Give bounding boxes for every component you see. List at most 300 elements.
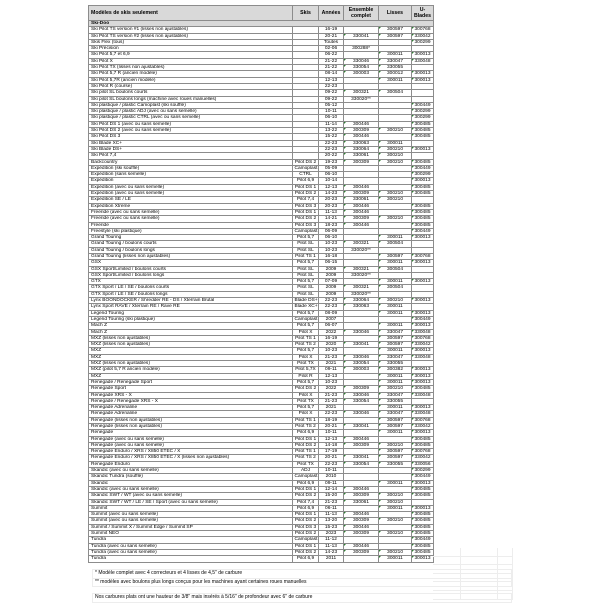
- ski-cell: Pilot DS 3: [293, 222, 319, 228]
- years-cell: 2023: [319, 531, 344, 537]
- ublades-cell: 300449: [412, 102, 434, 108]
- ensemble-cell: 330020**: [344, 96, 379, 102]
- model-cell: Ski plastique / plastic CTRL (avec ou sans semelle): [89, 115, 293, 121]
- model-cell: Summit NEO: [89, 531, 293, 537]
- lisses-cell: 330055: [379, 461, 412, 467]
- years-cell: 2007: [319, 316, 344, 322]
- empty-grid-cell: [433, 574, 461, 583]
- empty-grid-cell: [433, 582, 461, 591]
- ublades-cell: 300485: [412, 524, 434, 530]
- years-cell: 22-23: [319, 298, 344, 304]
- years-cell: 06-10: [319, 172, 344, 178]
- model-cell: Freestyle (ski plastique): [89, 228, 293, 234]
- ski-cell: Pilot 5,7: [293, 279, 319, 285]
- ensemble-cell: 300309: [344, 191, 379, 197]
- ensemble-cell: 330064: [344, 146, 379, 152]
- model-cell: Summit (avec ou sans semelle): [89, 512, 293, 518]
- empty-grid-cell: [461, 574, 498, 583]
- model-cell: Ski Pilot 5,7 R (ancien modèle): [89, 71, 293, 77]
- model-cell: GTX: [89, 279, 293, 285]
- ski-compatibility-table: [88, 5, 434, 563]
- years-cell: 06-07: [319, 323, 344, 329]
- model-cell: Grand Touring: [89, 235, 293, 241]
- model-cell: Expédition (avec ou sans semelle): [89, 184, 293, 190]
- model-cell: Ski Pilot TS version #1 (lisses non ajustables): [89, 27, 293, 33]
- years-cell: 2020: [319, 342, 344, 348]
- ublades-cell: 330042: [412, 424, 434, 430]
- years-cell: 05-12: [319, 102, 344, 108]
- ski-cell: Pilot DS 1: [293, 543, 319, 549]
- table-header: [89, 6, 434, 21]
- years-cell: 21-23: [319, 392, 344, 398]
- ski-cell: Camoplast: [294, 537, 318, 543]
- ublades-cell: 300449: [412, 316, 434, 322]
- years-cell: 12-13: [319, 373, 344, 379]
- model-cell: Renegade Enduro: [89, 461, 293, 467]
- model-cell: Ski pilot SL boulons courts: [89, 90, 293, 96]
- lisses-cell: 300504: [379, 241, 412, 247]
- model-cell: Ski plastique / plastic Camoplast (ski soufflé): [89, 102, 293, 108]
- ski-cell: Pilot DS 2: [293, 442, 319, 448]
- ublades-cell: 330042: [412, 342, 434, 348]
- empty-grid-cell: [498, 574, 513, 583]
- lisses-cell: 330047: [379, 329, 412, 335]
- ublades-cell: 330042: [412, 455, 434, 461]
- ski-cell: Pilot SL: [293, 241, 319, 247]
- years-cell: 21-23: [319, 398, 344, 404]
- years-cell: 20-23: [319, 197, 344, 203]
- years-cell: 22-23: [319, 83, 344, 89]
- model-cell: Expédition (sans semelle): [89, 172, 293, 178]
- years-cell: 06-15: [319, 260, 344, 266]
- ublades-cell: 330048: [412, 58, 434, 64]
- ublades-cell: 300485: [412, 493, 434, 499]
- ensemble-cell: 330061: [344, 153, 379, 159]
- lisses-cell: 300210: [379, 386, 412, 392]
- model-cell: MXZ: [89, 348, 293, 354]
- ski-cell: Pilot TS 1: [293, 449, 319, 455]
- ublades-cell: 300013: [412, 298, 434, 304]
- ublades-cell: 300485: [412, 134, 434, 140]
- model-cell: Freeride: [89, 222, 293, 228]
- ski-cell: Pilot DS 1: [293, 512, 319, 518]
- ensemble-cell: 300446: [344, 543, 379, 549]
- model-cell: Tundra (avec ou sans semelle): [89, 549, 293, 555]
- model-cell: GTX Sport / LE / SE / boulons longs: [89, 291, 293, 297]
- lisses-cell: 300597: [379, 27, 412, 33]
- ensemble-cell: 330041: [344, 455, 379, 461]
- years-cell: 10-23: [319, 241, 344, 247]
- ublades-cell: 300449: [412, 474, 434, 480]
- ski-cell: Pilot DS 1: [293, 209, 319, 215]
- ski-cell: Pilot X: [293, 329, 319, 335]
- model-cell: Legend Touring (ski plastique): [89, 316, 293, 322]
- model-cell: Renegade Adrenaline: [89, 411, 293, 417]
- ski-cell: Pilot DS 1: [293, 184, 319, 190]
- ublades-cell: 300485: [412, 549, 434, 555]
- lisses-cell: 300011: [379, 52, 412, 58]
- ensemble-cell: 330064: [344, 298, 379, 304]
- lisses-cell: 300504: [379, 285, 412, 291]
- years-cell: 14-23: [319, 549, 344, 555]
- model-cell: Legend Touring: [89, 310, 293, 316]
- years-cell: 05-09: [319, 165, 344, 171]
- ski-cell: Pilot DS 3: [293, 203, 319, 209]
- ublades-cell: 300013: [412, 146, 434, 152]
- model-cell: Renegade Sport: [89, 386, 293, 392]
- years-cell: 15-23: [319, 524, 344, 530]
- model-cell: Skandic SWT / WT / LE / SE / Sport (avec ou sans semelle): [89, 499, 293, 505]
- lisses-cell: 300210: [379, 153, 412, 159]
- ensemble-cell: 330020**: [344, 272, 379, 278]
- model-cell: Ski pilot SL boulons longs (machine avec roues manuelles): [89, 96, 293, 102]
- years-cell: 10-11: [319, 109, 344, 115]
- ensemble-cell: 300321: [344, 266, 379, 272]
- ski-cell: Pilot 6,9: [293, 556, 319, 562]
- model-cell: Ski Blade DS+: [89, 146, 293, 152]
- table-row: [89, 556, 434, 562]
- years-cell: 13-20: [319, 518, 344, 524]
- ublades-cell: 300485: [412, 518, 434, 524]
- years-cell: 18-23: [319, 222, 344, 228]
- lisses-cell: 300011: [379, 405, 412, 411]
- ski-cell: Camoplast: [294, 165, 318, 171]
- empty-grid-cell: [498, 565, 513, 574]
- ensemble-cell: 300309: [344, 549, 379, 555]
- lisses-cell: 300011: [379, 77, 412, 83]
- ski-cell: Pilot DS 2: [293, 216, 319, 222]
- model-cell: Ski Pilot DS 3: [89, 134, 293, 140]
- model-cell: Skis Flex (tous): [89, 39, 293, 45]
- lisses-cell: 300011: [379, 348, 412, 354]
- model-cell: Mach Z: [89, 323, 293, 329]
- model-cell: Renegade (avec ou sans semelle): [89, 436, 293, 442]
- ublades-cell: 300013: [412, 178, 434, 184]
- ski-cell: Pilot 5,7: [293, 310, 319, 316]
- years-cell: 20-22: [319, 153, 344, 159]
- years-cell: 2009: [319, 291, 344, 297]
- ensemble-cell: 330054: [344, 398, 379, 404]
- years-cell: 02-06: [319, 46, 344, 52]
- model-cell: Expédition (avec ou sans semelle): [89, 191, 293, 197]
- ski-cell: Pilot TS 2: [293, 455, 319, 461]
- model-cell: Skandic (avec ou sans semelle): [89, 486, 293, 492]
- column-header-annees: Années: [319, 6, 344, 21]
- ublades-cell: 300013: [412, 430, 434, 436]
- lisses-cell: 300011: [379, 279, 412, 285]
- ski-cell: Pilot 5,7X: [293, 367, 319, 373]
- section-label: Ski-Doo: [89, 21, 434, 27]
- ensemble-cell: 330041: [344, 33, 379, 39]
- ublades-cell: 300768: [412, 27, 434, 33]
- model-cell: Ski Pilot R (course): [89, 83, 293, 89]
- lisses-cell: 330055: [379, 398, 412, 404]
- ski-cell: Pilot DS 2: [293, 531, 319, 537]
- years-cell: 06-22: [319, 52, 344, 58]
- ublades-cell: 300768: [412, 335, 434, 341]
- ublades-cell: 300013: [412, 279, 434, 285]
- empty-grid-cell: [498, 591, 513, 600]
- model-cell: Lynx Sport RAVE / Xterrain RE / Rave RE: [89, 304, 293, 310]
- empty-gridlines: [433, 548, 513, 600]
- ensemble-cell: 300309: [344, 216, 379, 222]
- lisses-cell: 300011: [379, 260, 412, 266]
- ensemble-cell: 330061: [344, 197, 379, 203]
- ublades-cell: 300013: [412, 405, 434, 411]
- ski-cell: Pilot SL: [293, 272, 319, 278]
- years-cell: 18-19: [319, 417, 344, 423]
- ublades-cell: 300013: [412, 235, 434, 241]
- lisses-cell: 300210: [379, 216, 412, 222]
- empty-grid-cell: [461, 582, 498, 591]
- table-body: [89, 21, 434, 563]
- years-cell: 12-13: [319, 436, 344, 442]
- model-cell: Expédition: [89, 178, 293, 184]
- years-cell: 09-11: [319, 367, 344, 373]
- years-cell: 12-14: [319, 486, 344, 492]
- years-cell: 06-10: [319, 115, 344, 121]
- model-cell: Renegade (lisses non ajustables): [89, 424, 293, 430]
- model-cell: Ski Pilot X: [89, 58, 293, 64]
- empty-grid-cell: [433, 565, 461, 574]
- model-cell: Skandic: [89, 480, 293, 486]
- ski-cell: Blade DS+: [294, 298, 318, 304]
- years-cell: 20-21: [319, 424, 344, 430]
- model-cell: Renegade / Renegade XRS - X: [89, 398, 293, 404]
- ublades-cell: 300013: [412, 556, 434, 562]
- ublades-cell: 300485: [412, 203, 434, 209]
- years-cell: 10-11: [319, 430, 344, 436]
- lisses-cell: 300210: [379, 146, 412, 152]
- years-cell: 11-13: [319, 209, 344, 215]
- years-cell: 2021: [319, 405, 344, 411]
- ublades-cell: 300768: [412, 449, 434, 455]
- model-cell: MXZ (lisses non ajustables): [89, 361, 293, 367]
- model-cell: Skandic (avec ou sans semelle): [89, 468, 293, 474]
- ensemble-cell: 330063: [344, 140, 379, 146]
- model-cell: Renegade (lisses non ajustables): [89, 417, 293, 423]
- years-cell: 11-13: [319, 512, 344, 518]
- ensemble-cell: 330020**: [344, 247, 379, 253]
- ublades-cell: 330048: [412, 411, 434, 417]
- years-cell: 17-19: [319, 449, 344, 455]
- model-cell: Ski Pilot TS version #2 (lisses non ajustables): [89, 33, 293, 39]
- model-cell: Freeride (avec ou sans semelle): [89, 216, 293, 222]
- years-cell: 2009: [319, 285, 344, 291]
- header-row: [89, 6, 434, 21]
- ski-cell: Pilot TS 1: [293, 417, 319, 423]
- years-cell: 09-11: [319, 480, 344, 486]
- lisses-cell: 300012: [379, 71, 412, 77]
- lisses-cell: 300011: [379, 304, 412, 310]
- footnote-carbide-height: Nos carbures plats ont une hauteur de 3/8" mais insérés à 5/16" de profondeur avec 6" de carbure: [92, 593, 512, 603]
- ensemble-cell: 300309: [344, 386, 379, 392]
- model-cell: GSX: [89, 260, 293, 266]
- years-cell: 09-22: [319, 96, 344, 102]
- model-cell: Renegade XRS - X: [89, 392, 293, 398]
- lisses-cell: 300210: [379, 298, 412, 304]
- years-cell: 20-21: [319, 33, 344, 39]
- ublades-cell: 300299: [412, 468, 434, 474]
- lisses-cell: 300597: [379, 335, 412, 341]
- ski-cell: Pilot SL: [293, 266, 319, 272]
- ublades-cell: 300485: [412, 222, 434, 228]
- ski-cell: Pilot 5,7: [293, 348, 319, 354]
- model-cell: Summit: [89, 505, 293, 511]
- years-cell: 2011: [319, 556, 344, 562]
- years-cell: 2009: [319, 272, 344, 278]
- column-header-ublades: U-Blades: [412, 6, 434, 21]
- ublades-cell: 300013: [412, 77, 434, 83]
- empty-grid-cell: [498, 582, 513, 591]
- ublades-cell: 300485: [412, 216, 434, 222]
- ublades-cell: 300299: [412, 115, 434, 121]
- model-cell: Tundra: [89, 537, 293, 543]
- model-cell: Expédition (ski soufflé): [89, 165, 293, 171]
- years-cell: 14-18: [319, 442, 344, 448]
- lisses-cell: 300011: [379, 140, 412, 146]
- ski-cell: Pilot X: [293, 354, 319, 360]
- years-cell: 10-14: [319, 178, 344, 184]
- model-cell: Renegade: [89, 430, 293, 436]
- model-cell: Ski Précision: [89, 46, 293, 52]
- years-cell: 06-09: [319, 228, 344, 234]
- ublades-cell: 300485: [412, 386, 434, 392]
- ski-cell: Pilot TX: [293, 361, 319, 367]
- ensemble-cell: 300003: [344, 367, 379, 373]
- years-cell: 11-12: [319, 537, 344, 543]
- footnote-complete-kit: * Modèle complet avec 4 correcteurs et 4 lisses de 4,5" de carbure: [92, 569, 512, 579]
- ski-cell: Pilot 6,9: [293, 480, 319, 486]
- years-cell: 2021: [319, 361, 344, 367]
- empty-grid-cell: [461, 548, 498, 557]
- ublades-cell: 300013: [412, 480, 434, 486]
- ski-cell: Pilot DS 1: [293, 436, 319, 442]
- ublades-cell: 300485: [412, 531, 434, 537]
- ski-cell: Pilot SL: [293, 285, 319, 291]
- ensemble-cell: 300288*: [344, 46, 379, 52]
- model-cell: Grand Touring / boulons courts: [89, 241, 293, 247]
- years-cell: 10-23: [319, 379, 344, 385]
- ski-cell: Pilot DS 2: [293, 549, 319, 555]
- lisses-cell: 330055: [379, 65, 412, 71]
- ublades-cell: 330042: [412, 33, 434, 39]
- model-cell: Ski Pilot 5,7R (ancien modèle): [89, 77, 293, 83]
- lisses-cell: 300210: [379, 518, 412, 524]
- model-cell: Freeride (avec ou sans semelle): [89, 209, 293, 215]
- ublades-cell: 300013: [412, 348, 434, 354]
- empty-grid-cell: [498, 557, 513, 566]
- ublades-cell: 300299: [412, 172, 434, 178]
- years-cell: 21-22: [319, 65, 344, 71]
- lisses-cell: 300382: [379, 367, 412, 373]
- ensemble-cell: 300321: [344, 241, 379, 247]
- ski-cell: Pilot 5,7: [293, 235, 319, 241]
- column-header-skis: Skis: [293, 6, 319, 21]
- ensemble-cell: 300446: [344, 203, 379, 209]
- ublades-cell: 300485: [412, 191, 434, 197]
- model-cell: Skandic Tundra (soufflé): [89, 474, 293, 480]
- years-cell: 09-22: [319, 90, 344, 96]
- ensemble-cell: 330061: [344, 499, 379, 505]
- ski-cell: Pilot TS 1: [293, 253, 319, 259]
- ensemble-cell: 300446: [344, 512, 379, 518]
- lisses-cell: 300597: [379, 33, 412, 39]
- ski-cell: Pilot DS 2: [293, 386, 319, 392]
- ski-cell: Pilot 7,4: [293, 197, 319, 203]
- model-cell: MXZ: [89, 354, 293, 360]
- years-cell: 20-23: [319, 203, 344, 209]
- ensemble-cell: 330046: [344, 411, 379, 417]
- model-cell: Ski Pilot TX (lisses non ajustables): [89, 65, 293, 71]
- model-cell: MXZ (pilot 5,7 R ancien modèle): [89, 367, 293, 373]
- lisses-cell: 300597: [379, 342, 412, 348]
- ensemble-cell: 330054: [344, 65, 379, 71]
- lisses-cell: 300011: [379, 310, 412, 316]
- ublades-cell: 300485: [412, 543, 434, 549]
- model-cell: Expédition SE / LE: [89, 197, 293, 203]
- ublades-cell: 300299: [412, 109, 434, 115]
- footnote-long-bolts: ** modèles avec boulons plus longs conçus pour les machines ayant certaines roues manuelles: [92, 579, 512, 588]
- ublades-cell: 300013: [412, 373, 434, 379]
- model-cell: Backcountry: [89, 159, 293, 165]
- years-cell: 21-22: [319, 58, 344, 64]
- ublades-cell: 300013: [412, 505, 434, 511]
- years-cell: 14-23: [319, 191, 344, 197]
- empty-grid-cell: [461, 591, 498, 600]
- model-cell: Renegade Adrenaline: [89, 405, 293, 411]
- ski-cell: Pilot X: [293, 411, 319, 417]
- years-cell: 12-13: [319, 77, 344, 83]
- empty-grid-cell: [433, 591, 461, 600]
- model-cell: Ski plastique / plastic ADJ (avec ou sans semelle): [89, 109, 293, 115]
- ski-cell: ADJ: [293, 468, 319, 474]
- years-cell: Toutes: [319, 39, 344, 45]
- ublades-cell: 300485: [412, 512, 434, 518]
- ski-cell: Pilot 6,9: [293, 430, 319, 436]
- ski-cell: Pilot SL: [293, 291, 319, 297]
- ublades-cell: 300449: [412, 537, 434, 543]
- ublades-cell: 300013: [412, 310, 434, 316]
- ski-cell: Blade XC+: [294, 304, 318, 310]
- ski-cell: Pilot 6,9: [293, 178, 319, 184]
- lisses-cell: 300210: [379, 549, 412, 555]
- ski-cell: Pilot TS 1: [293, 335, 319, 341]
- lisses-cell: 330047: [379, 411, 412, 417]
- ski-cell: Pilot DS 1: [293, 486, 319, 492]
- model-cell: Tundra (avec ou sans semelle): [89, 543, 293, 549]
- years-cell: 22-23: [319, 461, 344, 467]
- model-cell: Lynx BOONDOCKER / Shredder RE - DS / Xterrain Brutal: [89, 298, 293, 304]
- ublades-cell: 300768: [412, 417, 434, 423]
- ski-cell: Pilot TX: [293, 398, 319, 404]
- ski-cell: Pilot TX: [293, 461, 319, 467]
- model-cell: Renegade Enduro / XRS / X850 ETEC / X (lisses non ajustables): [89, 455, 293, 461]
- lisses-cell: 300597: [379, 253, 412, 259]
- ski-cell: CTRL: [293, 172, 319, 178]
- ski-cell: Pilot 5,7: [293, 379, 319, 385]
- years-cell: 22-23: [319, 411, 344, 417]
- ensemble-cell: 300446: [344, 209, 379, 215]
- ensemble-cell: 330020**: [344, 291, 379, 297]
- model-cell: GSX Sport/Limited / boulons courts: [89, 266, 293, 272]
- ublades-cell: 300013: [412, 323, 434, 329]
- ski-cell: Pilot SL: [293, 247, 319, 253]
- years-cell: 14-21: [319, 216, 344, 222]
- years-cell: 16-19: [319, 335, 344, 341]
- model-cell: Renegade Enduro / XRS / X850 ETEC / X: [89, 449, 293, 455]
- ensemble-cell: 330046: [344, 58, 379, 64]
